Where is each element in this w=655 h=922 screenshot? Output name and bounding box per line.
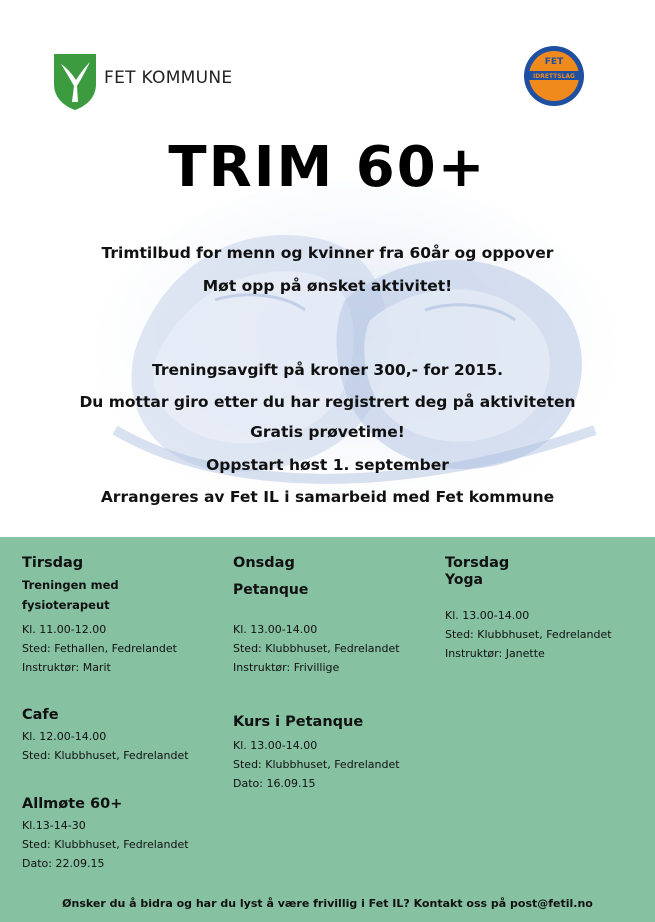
time-text: Kl. 11.00-12.00 — [22, 623, 107, 637]
club-logo-band-text: IDRETTSLAG — [533, 73, 575, 80]
fet-kommune-logo — [52, 52, 232, 112]
intro-start-date: Oppstart høst 1. september — [206, 456, 449, 474]
intro-giro: Du mottar giro etter du har registrert deg på aktiviteten — [79, 393, 576, 411]
intro-free-trial: Gratis prøvetime! — [250, 423, 405, 441]
poster-title: TRIM 60+ — [168, 135, 487, 200]
onsdag-block — [233, 555, 433, 678]
place-text: Sted: Klubbhuset, Fedrelandet — [22, 838, 189, 852]
date-text: Dato: 22.09.15 — [22, 857, 105, 871]
place-text: Sted: Klubbhuset, Fedrelandet — [233, 642, 400, 656]
place-text: Sted: Klubbhuset, Fedrelandet — [22, 749, 189, 763]
cafe-block — [22, 707, 222, 766]
day-heading: Kurs i Petanque — [233, 714, 364, 730]
date-text: Dato: 16.09.15 — [233, 777, 316, 791]
club-logo-top-text: FET — [544, 57, 564, 67]
place-text: Sted: Klubbhuset, Fedrelandet — [233, 758, 400, 772]
day-heading: Onsdag — [233, 555, 295, 571]
day-heading: Torsdag — [445, 555, 510, 571]
time-text: Kl. 13.00-14.00 — [445, 609, 530, 623]
fet-kommune-shield-icon — [52, 52, 98, 112]
intro-target-group: Trimtilbud for menn og kvinner fra 60år og oppover — [101, 244, 554, 262]
time-text: Kl.13-14-30 — [22, 819, 86, 833]
schedule-panel — [0, 537, 655, 922]
instructor-text: Instruktør: Marit — [22, 661, 111, 675]
place-text: Sted: Fethallen, Fedrelandet — [22, 642, 177, 656]
allmote-block — [22, 796, 222, 874]
instructor-text: Instruktør: Frivillige — [233, 661, 340, 674]
day-heading: Allmøte 60+ — [22, 796, 123, 812]
time-text: Kl. 12.00-14.00 — [22, 730, 107, 744]
activity-name: Petanque — [233, 582, 309, 599]
activity-name: Treningen med — [22, 578, 119, 593]
kurs-petanque-block — [233, 714, 433, 794]
tirsdag-block — [22, 555, 222, 678]
day-heading: Tirsdag — [22, 555, 84, 571]
instructor-text: Instruktør: Janette — [445, 647, 545, 660]
torsdag-block — [445, 555, 645, 664]
time-text: Kl. 13.00-14.00 — [233, 739, 318, 753]
day-heading: Cafe — [22, 707, 59, 723]
intro-show-up: Møt opp på ønsket aktivitet! — [202, 277, 453, 295]
fet-idrettslag-badge-icon — [522, 44, 586, 108]
activity-name: Yoga — [445, 572, 483, 589]
activity-name: fysioterapeut — [22, 597, 110, 612]
volunteer-footer: Ønsker du å bidra og har du lyst å være frivillig i Fet IL? Kontakt oss på post@fetil.no — [62, 897, 593, 910]
intro-organizer: Arrangeres av Fet IL i samarbeid med Fet kommune — [100, 488, 555, 506]
kommune-name: FET KOMMUNE — [104, 68, 233, 88]
time-text: Kl. 13.00-14.00 — [233, 623, 318, 637]
intro-fee: Treningsavgift på kroner 300,- for 2015. — [152, 361, 503, 379]
place-text: Sted: Klubbhuset, Fedrelandet — [445, 628, 612, 642]
